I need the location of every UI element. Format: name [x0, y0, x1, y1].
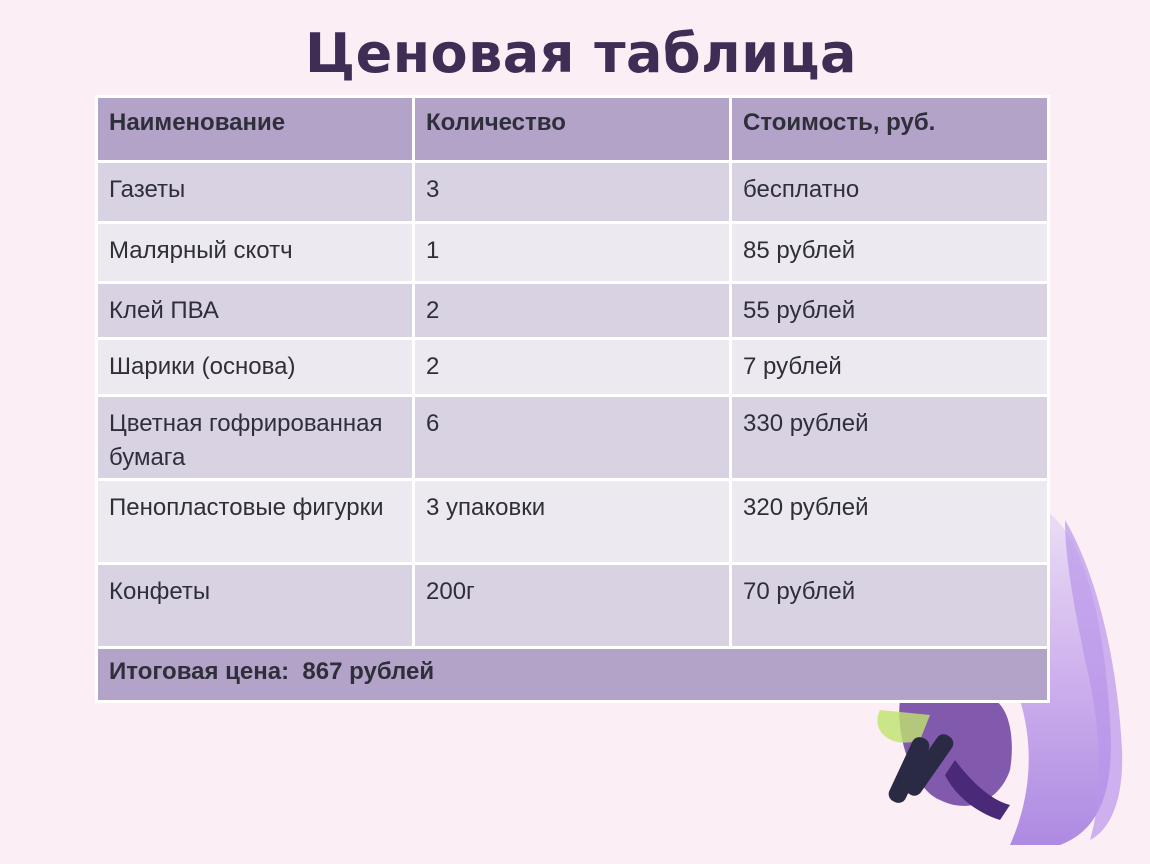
cell-quantity: 1 — [414, 223, 731, 283]
table-row — [97, 283, 1049, 339]
cell-quantity: 2 — [414, 283, 731, 339]
cell-quantity: 6 — [414, 396, 731, 480]
slide-title: Ценовая таблица — [304, 22, 857, 85]
cell-name: Малярный скотч — [97, 223, 414, 283]
total-price: Итоговая цена: 867 рублей — [97, 648, 1049, 702]
price-table — [95, 95, 1050, 703]
table-row — [97, 339, 1049, 396]
cell-cost: 330 рублей — [731, 396, 1049, 480]
cell-quantity: 200г — [414, 564, 731, 648]
header-name: Наименование — [97, 97, 414, 162]
total-row — [97, 648, 1049, 702]
cell-cost: 85 рублей — [731, 223, 1049, 283]
cell-cost: 70 рублей — [731, 564, 1049, 648]
cell-quantity: 3 — [414, 162, 731, 223]
table-header-row — [97, 97, 1049, 162]
cell-cost: 320 рублей — [731, 480, 1049, 564]
cell-name: Пенопластовые фигурки — [97, 480, 414, 564]
cell-name: Цветная гофрированная бумага — [97, 396, 414, 480]
table-row — [97, 223, 1049, 283]
cell-cost: 55 рублей — [731, 283, 1049, 339]
table-row — [97, 396, 1049, 480]
cell-cost: бесплатно — [731, 162, 1049, 223]
table-row — [97, 162, 1049, 223]
table-row — [97, 564, 1049, 648]
cell-name: Газеты — [97, 162, 414, 223]
cell-quantity: 3 упаковки — [414, 480, 731, 564]
cell-quantity: 2 — [414, 339, 731, 396]
table-row — [97, 480, 1049, 564]
header-quantity: Количество — [414, 97, 731, 162]
cell-name: Шарики (основа) — [97, 339, 414, 396]
cell-name: Клей ПВА — [97, 283, 414, 339]
cell-cost: 7 рублей — [731, 339, 1049, 396]
cell-name: Конфеты — [97, 564, 414, 648]
header-cost: Стоимость, руб. — [731, 97, 1049, 162]
